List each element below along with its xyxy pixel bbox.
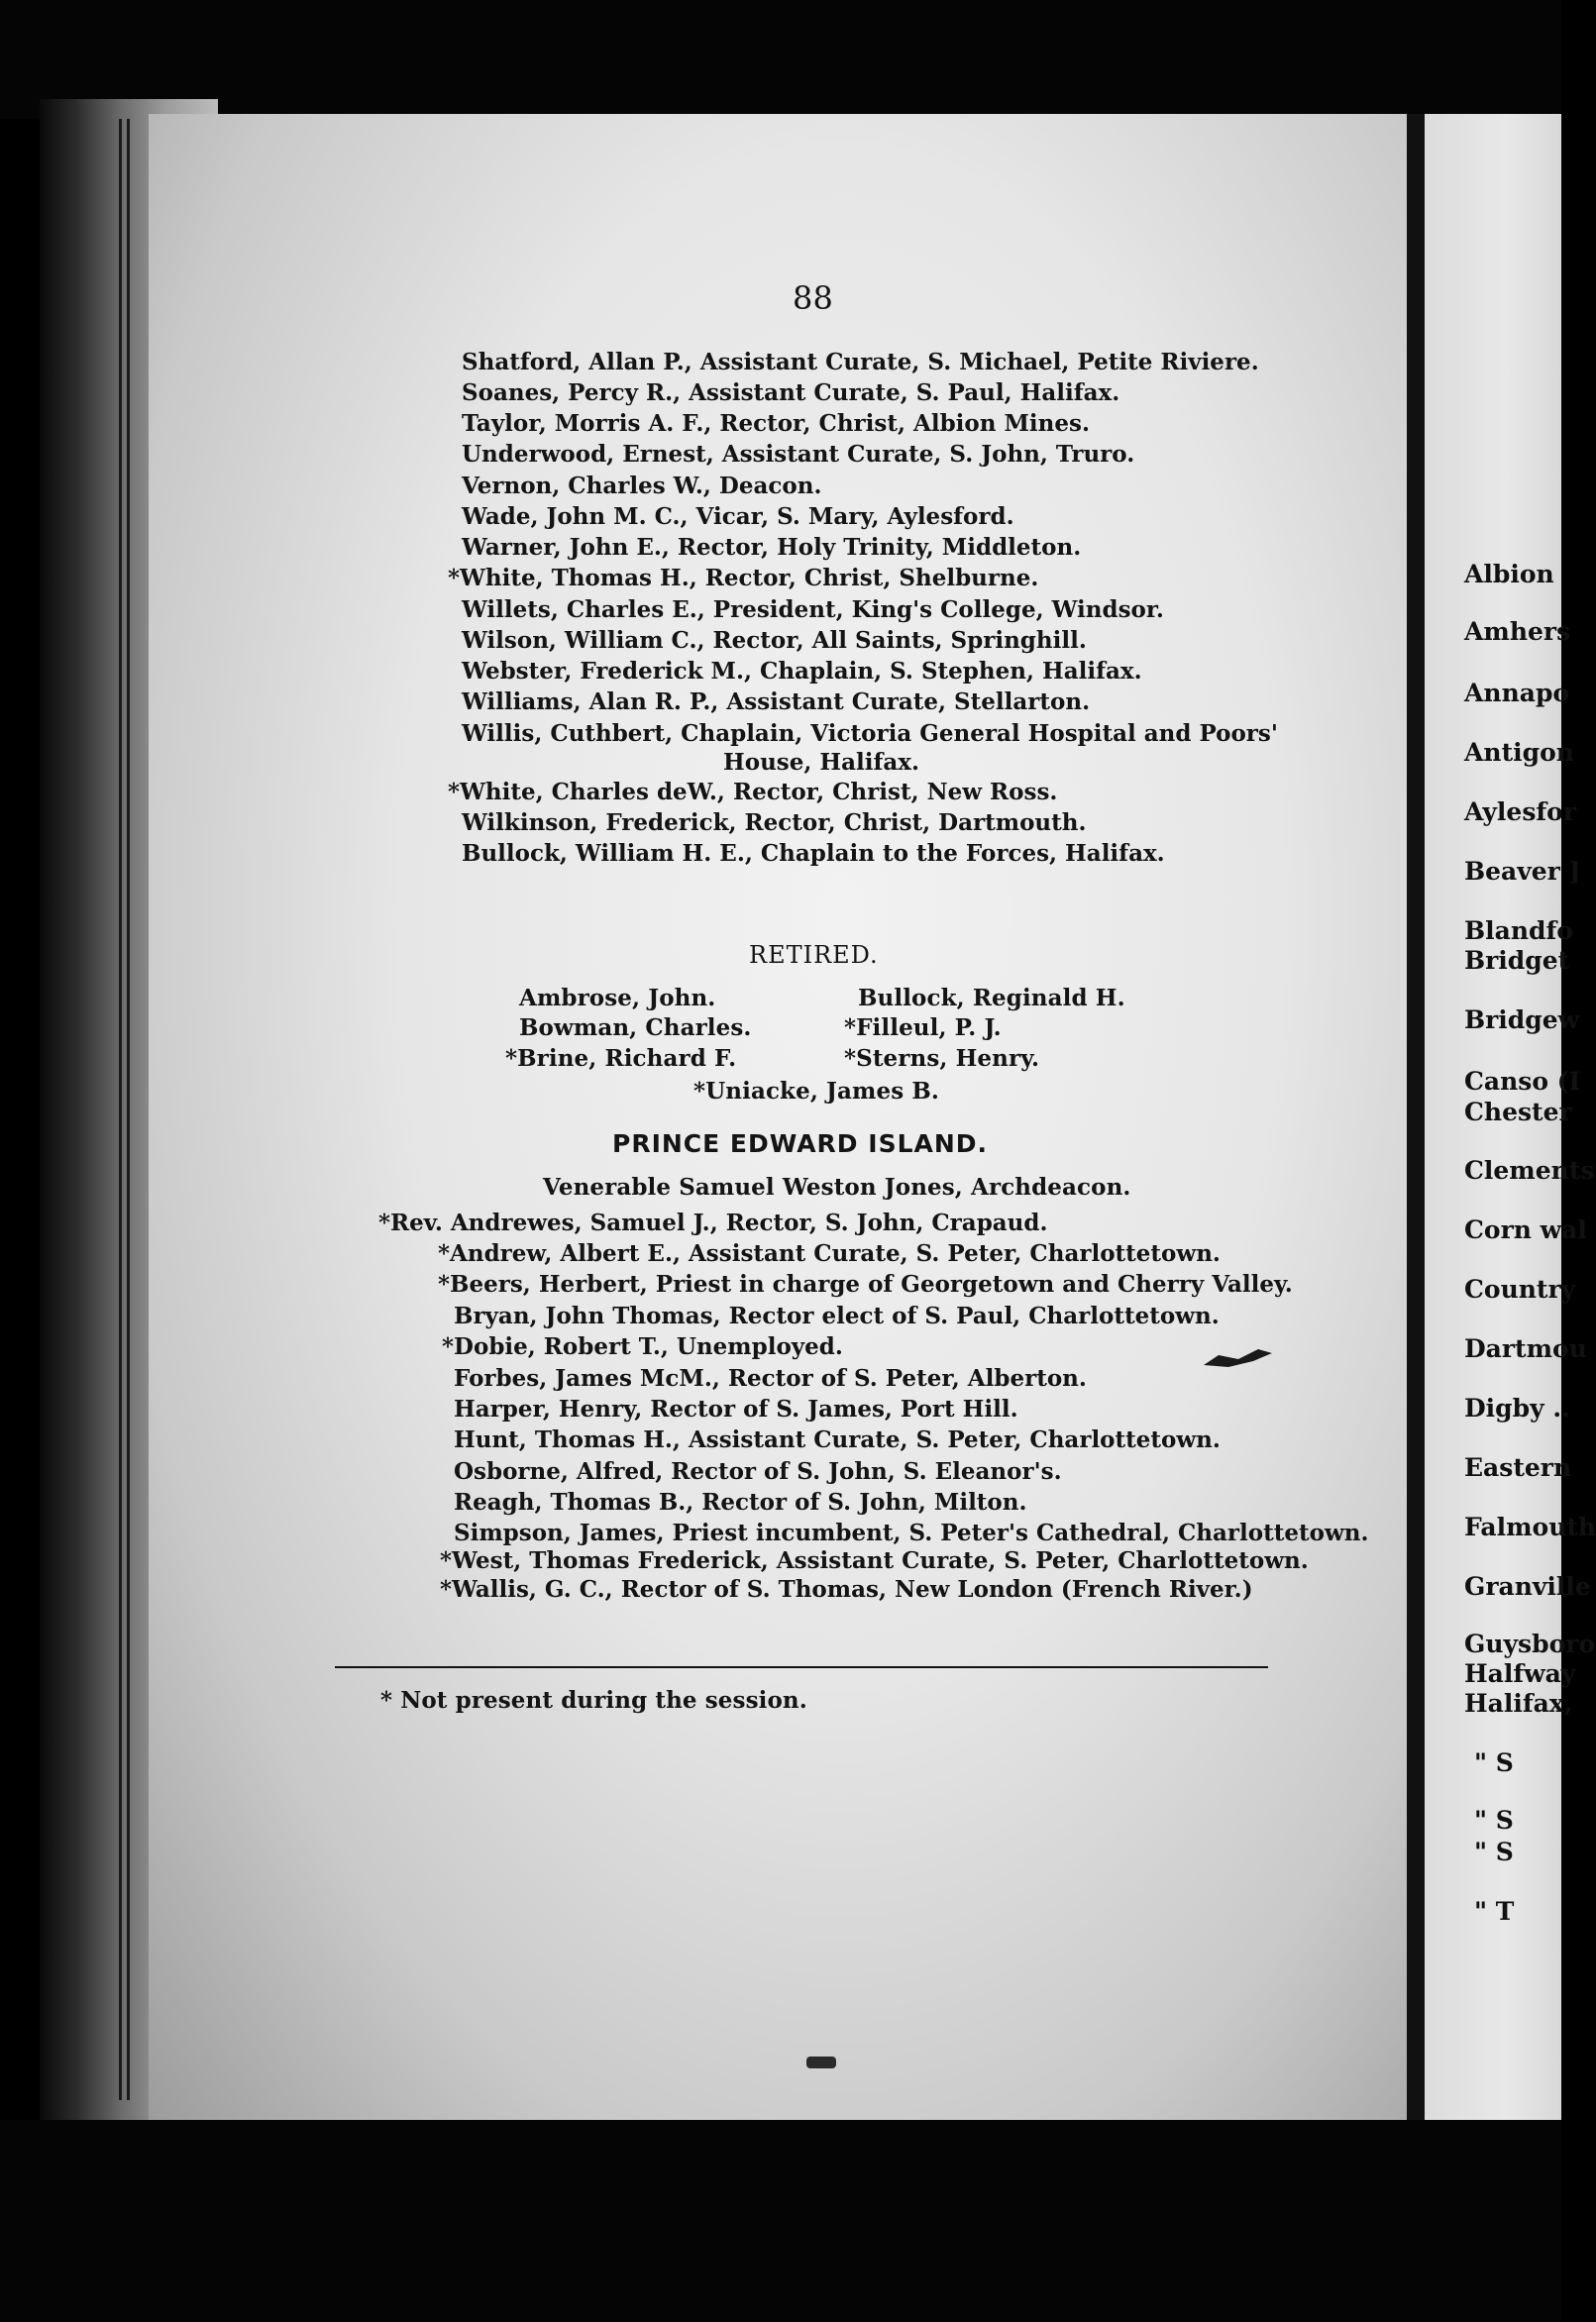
pei-entry: *Dobie, Robert T., Unemployed.	[442, 1333, 843, 1360]
clergy-entry: Williams, Alan R. P., Assistant Curate, Stellarton.	[462, 688, 1091, 715]
binding-edge-line	[127, 119, 130, 2100]
pei-entry: *West, Thomas Frederick, Assistant Curate, S. Peter, Charlottetown.	[440, 1547, 1309, 1574]
clergy-entry-continuation: House, Halifax.	[723, 749, 920, 776]
ink-smudge-mark	[804, 2051, 840, 2074]
pei-entry: Reagh, Thomas B., Rector of S. John, Milton.	[454, 1489, 1027, 1516]
scan-border-bottom	[0, 2120, 1561, 2322]
right-page-fragment: Halifax,	[1464, 1689, 1573, 1718]
footnote: * Not present during the session.	[380, 1687, 807, 1714]
pei-entry: Hunt, Thomas H., Assistant Curate, S. Peter, Charlottetown.	[454, 1426, 1221, 1453]
pei-entry: Forbes, James McM., Rector of S. Peter, Alberton.	[454, 1365, 1087, 1392]
right-page-fragment: Eastern	[1464, 1453, 1572, 1482]
archdeacon-line: Venerable Samuel Weston Jones, Archdeacon.	[543, 1174, 1131, 1201]
clergy-entry: *White, Thomas H., Rector, Christ, Shelburne.	[448, 565, 1039, 591]
pei-entry: Simpson, James, Priest incumbent, S. Peter's Cathedral, Charlottetown.	[454, 1520, 1369, 1546]
pei-entry: *Andrew, Albert E., Assistant Curate, S. Peter, Charlottetown.	[438, 1240, 1221, 1267]
clergy-entry: Wade, John M. C., Vicar, S. Mary, Aylesford.	[462, 503, 1014, 530]
clergy-entry: Underwood, Ernest, Assistant Curate, S. John, Truro.	[462, 441, 1135, 468]
clergy-entry: Soanes, Percy R., Assistant Curate, S. Paul, Halifax.	[462, 379, 1120, 406]
retired-entry: *Filleul, P. J.	[844, 1014, 1002, 1041]
clergy-entry: Bullock, William H. E., Chaplain to the Forces, Halifax.	[462, 840, 1165, 867]
right-page-fragment: Clements	[1464, 1156, 1595, 1185]
right-page-fragment: Blandfo	[1464, 916, 1573, 945]
footnote-rule	[335, 1666, 1268, 1668]
retired-entry: Bullock, Reginald H.	[858, 985, 1125, 1011]
pei-entry: Harper, Henry, Rector of S. James, Port Hill.	[454, 1396, 1018, 1423]
clergy-entry: Webster, Frederick M., Chaplain, S. Stephen, Halifax.	[462, 658, 1142, 685]
right-page-fragment: Bridget	[1464, 946, 1570, 975]
pei-entry: *Rev. Andrewes, Samuel J., Rector, S. John, Crapaud.	[378, 1210, 1048, 1236]
retired-entry: *Brine, Richard F.	[505, 1045, 737, 1072]
right-page-fragment: Dartmou	[1464, 1334, 1587, 1363]
right-page-fragment: Canso (I	[1464, 1067, 1581, 1096]
binding-edge-line	[119, 119, 122, 2100]
section-heading-pei: PRINCE EDWARD ISLAND.	[612, 1129, 989, 1158]
ink-blot-mark	[1199, 1337, 1278, 1377]
clergy-entry: Vernon, Charles W., Deacon.	[462, 473, 822, 499]
right-page-fragment: Beaver ]	[1464, 857, 1581, 886]
clergy-entry: Taylor, Morris A. F., Rector, Christ, Albion Mines.	[462, 410, 1090, 437]
retired-entry: *Uniacke, James B.	[693, 1078, 939, 1105]
right-page-fragment: " S	[1474, 1838, 1514, 1866]
retired-entry: *Sterns, Henry.	[844, 1045, 1040, 1072]
clergy-entry: Willis, Cuthbert, Chaplain, Victoria General Hospital and Poors'	[462, 720, 1278, 747]
page-number: 88	[793, 279, 833, 317]
right-page-fragment: Granville	[1464, 1572, 1591, 1601]
pei-entry: *Beers, Herbert, Priest in charge of Georgetown and Cherry Valley.	[438, 1271, 1293, 1298]
right-page-fragment: Guysboro	[1464, 1630, 1596, 1658]
clergy-entry: Warner, John E., Rector, Holy Trinity, Middleton.	[462, 534, 1082, 561]
retired-entry: Bowman, Charles.	[519, 1014, 752, 1041]
right-page-fragment: Amhers	[1464, 617, 1571, 646]
right-page	[1425, 114, 1596, 2120]
right-page-fragment: Country	[1464, 1275, 1576, 1304]
pei-entry: Bryan, John Thomas, Rector elect of S. Paul, Charlottetown.	[454, 1303, 1220, 1329]
right-page-fragment: Chester	[1464, 1098, 1572, 1126]
right-page-fragment: Albion	[1464, 560, 1554, 588]
right-page-fragment: Halfway	[1464, 1659, 1576, 1688]
clergy-entry: Willets, Charles E., President, King's College, Windsor.	[462, 596, 1164, 623]
right-page-fragment: " S	[1474, 1806, 1514, 1835]
retired-heading: RETIRED.	[749, 941, 879, 969]
page-gutter	[1407, 114, 1425, 2120]
right-page-fragment: Annapo	[1464, 679, 1570, 707]
right-page-fragment: Falmouth	[1464, 1513, 1596, 1541]
scan-border-top	[0, 0, 1561, 119]
right-page-fragment: Aylesfor	[1464, 797, 1576, 826]
right-page-fragment: Digby ..	[1464, 1394, 1570, 1423]
clergy-entry: Shatford, Allan P., Assistant Curate, S. Michael, Petite Riviere.	[462, 349, 1259, 375]
right-page-fragment: Corn wal	[1464, 1215, 1587, 1244]
retired-entry: Ambrose, John.	[519, 985, 716, 1011]
right-page-fragment: Bridgew	[1464, 1005, 1580, 1034]
right-page-fragment: Antigon	[1464, 738, 1574, 767]
clergy-entry: *White, Charles deW., Rector, Christ, New Ross.	[448, 779, 1058, 805]
right-page-fragment: " S	[1474, 1748, 1514, 1777]
pei-entry: Osborne, Alfred, Rector of S. John, S. Eleanor's.	[454, 1458, 1062, 1485]
pei-entry: *Wallis, G. C., Rector of S. Thomas, New London (French River.)	[440, 1576, 1253, 1603]
right-page-fragment: " T	[1474, 1897, 1515, 1926]
clergy-entry: Wilson, William C., Rector, All Saints, Springhill.	[462, 627, 1087, 654]
clergy-entry: Wilkinson, Frederick, Rector, Christ, Dartmouth.	[462, 809, 1087, 836]
